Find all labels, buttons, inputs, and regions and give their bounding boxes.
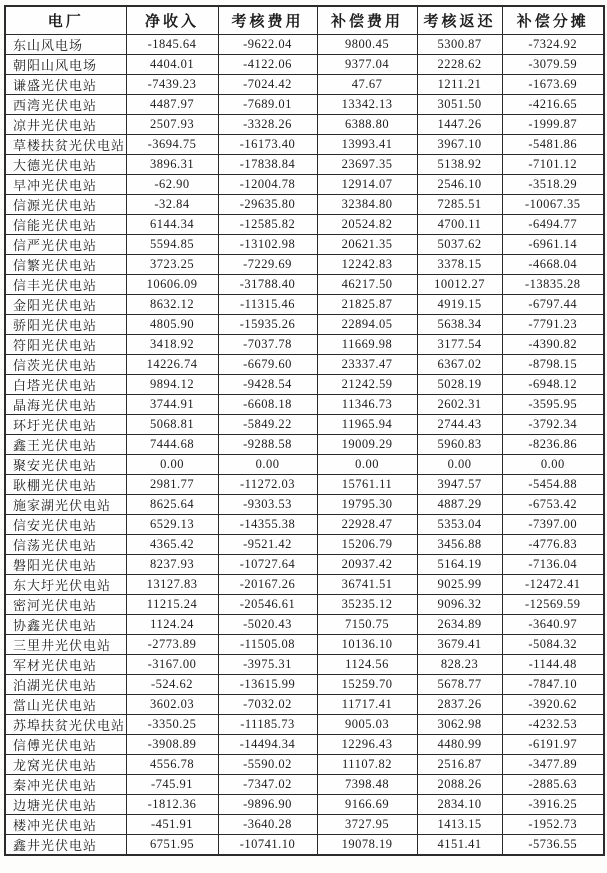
value-cell: -3167.00 xyxy=(126,655,218,675)
value-cell: -3908.89 xyxy=(126,735,218,755)
value-cell: 3177.54 xyxy=(417,335,502,355)
value-cell: -14494.34 xyxy=(218,735,317,755)
value-cell: 7398.48 xyxy=(317,775,417,795)
plant-name-cell: 信能光伏电站 xyxy=(5,215,126,235)
value-cell: -6753.42 xyxy=(502,495,604,515)
table-row xyxy=(5,775,604,795)
plant-name-cell: 草楼扶贫光伏电站 xyxy=(5,135,126,155)
value-cell: 4487.97 xyxy=(126,95,218,115)
value-cell: -4668.04 xyxy=(502,255,604,275)
value-cell: 12242.83 xyxy=(317,255,417,275)
value-cell: 6144.34 xyxy=(126,215,218,235)
value-cell: -10741.10 xyxy=(218,835,317,856)
value-cell: -3350.25 xyxy=(126,715,218,735)
column-header-2: 考核费用 xyxy=(218,6,317,35)
value-cell: -7229.69 xyxy=(218,255,317,275)
power-plant-settlement-table xyxy=(4,5,605,856)
value-cell: 13127.83 xyxy=(126,575,218,595)
value-cell: -20167.26 xyxy=(218,575,317,595)
plant-name-cell: 东山风电场 xyxy=(5,35,126,55)
value-cell: 0.00 xyxy=(317,455,417,475)
value-cell: -745.91 xyxy=(126,775,218,795)
value-cell: -7847.10 xyxy=(502,675,604,695)
value-cell: 3727.95 xyxy=(317,815,417,835)
value-cell: -1952.73 xyxy=(502,815,604,835)
table-row xyxy=(5,95,604,115)
value-cell: 6367.02 xyxy=(417,355,502,375)
value-cell: -451.91 xyxy=(126,815,218,835)
value-cell: 13993.41 xyxy=(317,135,417,155)
value-cell: 3051.50 xyxy=(417,95,502,115)
value-cell: 828.23 xyxy=(417,655,502,675)
plant-name-cell: 信源光伏电站 xyxy=(5,195,126,215)
value-cell: -8236.86 xyxy=(502,435,604,455)
value-cell: 6529.13 xyxy=(126,515,218,535)
table-row xyxy=(5,35,604,55)
value-cell: 2088.26 xyxy=(417,775,502,795)
table-row xyxy=(5,155,604,175)
value-cell: -16173.40 xyxy=(218,135,317,155)
table-row xyxy=(5,635,604,655)
value-cell: 11107.82 xyxy=(317,755,417,775)
value-cell: 3062.98 xyxy=(417,715,502,735)
value-cell: -12569.59 xyxy=(502,595,604,615)
value-cell: 19795.30 xyxy=(317,495,417,515)
value-cell: -5084.32 xyxy=(502,635,604,655)
value-cell: 11346.73 xyxy=(317,395,417,415)
plant-name-cell: 龙窝光伏电站 xyxy=(5,755,126,775)
value-cell: 0.00 xyxy=(502,455,604,475)
value-cell: -7397.00 xyxy=(502,515,604,535)
plant-name-cell: 信傅光伏电站 xyxy=(5,735,126,755)
value-cell: -7101.12 xyxy=(502,155,604,175)
table-row xyxy=(5,515,604,535)
value-cell: 1447.26 xyxy=(417,115,502,135)
table-row xyxy=(5,175,604,195)
value-cell: -5020.43 xyxy=(218,615,317,635)
value-cell: -9521.42 xyxy=(218,535,317,555)
value-cell: 47.67 xyxy=(317,75,417,95)
value-cell: 1211.21 xyxy=(417,75,502,95)
value-cell: -524.62 xyxy=(126,675,218,695)
value-cell: -1845.64 xyxy=(126,35,218,55)
value-cell: 5594.85 xyxy=(126,235,218,255)
value-cell: 0.00 xyxy=(218,455,317,475)
value-cell: 11215.24 xyxy=(126,595,218,615)
value-cell: 4805.90 xyxy=(126,315,218,335)
value-cell: 9166.69 xyxy=(317,795,417,815)
table-row xyxy=(5,615,604,635)
value-cell: 4556.78 xyxy=(126,755,218,775)
value-cell: 3744.91 xyxy=(126,395,218,415)
value-cell: -11315.46 xyxy=(218,295,317,315)
value-cell: 11965.94 xyxy=(317,415,417,435)
value-cell: -6608.18 xyxy=(218,395,317,415)
value-cell: 5164.19 xyxy=(417,555,502,575)
value-cell: -3477.89 xyxy=(502,755,604,775)
value-cell: -6961.14 xyxy=(502,235,604,255)
plant-name-cell: 谦盛光伏电站 xyxy=(5,75,126,95)
plant-name-cell: 军材光伏电站 xyxy=(5,655,126,675)
table-row xyxy=(5,135,604,155)
table-row xyxy=(5,675,604,695)
value-cell: -9428.54 xyxy=(218,375,317,395)
value-cell: -3694.75 xyxy=(126,135,218,155)
value-cell: -12004.78 xyxy=(218,175,317,195)
table-row xyxy=(5,215,604,235)
plant-name-cell: 磐阳光伏电站 xyxy=(5,555,126,575)
table-row xyxy=(5,55,604,75)
value-cell: -29635.80 xyxy=(218,195,317,215)
table-row xyxy=(5,655,604,675)
table-row xyxy=(5,255,604,275)
value-cell: 9096.32 xyxy=(417,595,502,615)
value-cell: -4216.65 xyxy=(502,95,604,115)
value-cell: 2634.89 xyxy=(417,615,502,635)
value-cell: 4887.29 xyxy=(417,495,502,515)
table-row xyxy=(5,415,604,435)
value-cell: 10606.09 xyxy=(126,275,218,295)
value-cell: 3456.88 xyxy=(417,535,502,555)
value-cell: 8625.64 xyxy=(126,495,218,515)
value-cell: 12914.07 xyxy=(317,175,417,195)
table-row xyxy=(5,235,604,255)
plant-name-cell: 信繁光伏电站 xyxy=(5,255,126,275)
value-cell: 1124.56 xyxy=(317,655,417,675)
value-cell: -3328.26 xyxy=(218,115,317,135)
table-body xyxy=(5,35,604,856)
plant-name-cell: 骄阳光伏电站 xyxy=(5,315,126,335)
value-cell: -7324.92 xyxy=(502,35,604,55)
table-row xyxy=(5,715,604,735)
value-cell: -15935.26 xyxy=(218,315,317,335)
value-cell: -10727.64 xyxy=(218,555,317,575)
value-cell: 21242.59 xyxy=(317,375,417,395)
value-cell: -4776.83 xyxy=(502,535,604,555)
value-cell: 9894.12 xyxy=(126,375,218,395)
value-cell: 4151.41 xyxy=(417,835,502,856)
value-cell: 3418.92 xyxy=(126,335,218,355)
value-cell: 15259.70 xyxy=(317,675,417,695)
value-cell: -4390.82 xyxy=(502,335,604,355)
value-cell: -6679.60 xyxy=(218,355,317,375)
value-cell: -4122.06 xyxy=(218,55,317,75)
plant-name-cell: 施家湖光伏电站 xyxy=(5,495,126,515)
column-header-5: 补偿分摊 xyxy=(502,6,604,35)
value-cell: -5454.88 xyxy=(502,475,604,495)
value-cell: -17838.84 xyxy=(218,155,317,175)
value-cell: 9005.03 xyxy=(317,715,417,735)
value-cell: -7037.78 xyxy=(218,335,317,355)
plant-name-cell: 符阳光伏电站 xyxy=(5,335,126,355)
value-cell: -7439.23 xyxy=(126,75,218,95)
value-cell: 19078.19 xyxy=(317,835,417,856)
value-cell: -9303.53 xyxy=(218,495,317,515)
value-cell: 3947.57 xyxy=(417,475,502,495)
value-cell: 0.00 xyxy=(126,455,218,475)
table-row xyxy=(5,555,604,575)
value-cell: 3679.41 xyxy=(417,635,502,655)
value-cell: 5037.62 xyxy=(417,235,502,255)
value-cell: 6751.95 xyxy=(126,835,218,856)
value-cell: -11185.73 xyxy=(218,715,317,735)
plant-name-cell: 金阳光伏电站 xyxy=(5,295,126,315)
plant-name-cell: 早冲光伏电站 xyxy=(5,175,126,195)
value-cell: -7347.02 xyxy=(218,775,317,795)
value-cell: 8632.12 xyxy=(126,295,218,315)
table-row xyxy=(5,575,604,595)
table-row xyxy=(5,295,604,315)
table-row xyxy=(5,475,604,495)
value-cell: -7689.01 xyxy=(218,95,317,115)
value-cell: -9288.58 xyxy=(218,435,317,455)
table-row xyxy=(5,535,604,555)
value-cell: -1144.48 xyxy=(502,655,604,675)
plant-name-cell: 泊湖光伏电站 xyxy=(5,675,126,695)
value-cell: 10012.27 xyxy=(417,275,502,295)
table-row xyxy=(5,455,604,475)
value-cell: 22928.47 xyxy=(317,515,417,535)
plant-name-cell: 當山光伏电站 xyxy=(5,695,126,715)
value-cell: -3079.59 xyxy=(502,55,604,75)
value-cell: 13342.13 xyxy=(317,95,417,115)
value-cell: 11717.41 xyxy=(317,695,417,715)
table-row xyxy=(5,435,604,455)
value-cell: 20621.35 xyxy=(317,235,417,255)
value-cell: 10136.10 xyxy=(317,635,417,655)
value-cell: 15761.11 xyxy=(317,475,417,495)
value-cell: 14226.74 xyxy=(126,355,218,375)
value-cell: 12296.43 xyxy=(317,735,417,755)
value-cell: 46217.50 xyxy=(317,275,417,295)
table-row xyxy=(5,595,604,615)
value-cell: -7024.42 xyxy=(218,75,317,95)
value-cell: -3640.97 xyxy=(502,615,604,635)
value-cell: 7285.51 xyxy=(417,195,502,215)
plant-name-cell: 环圩光伏电站 xyxy=(5,415,126,435)
value-cell: -6948.12 xyxy=(502,375,604,395)
plant-name-cell: 耿棚光伏电站 xyxy=(5,475,126,495)
value-cell: -6797.44 xyxy=(502,295,604,315)
table-row xyxy=(5,275,604,295)
value-cell: -4232.53 xyxy=(502,715,604,735)
value-cell: 2507.93 xyxy=(126,115,218,135)
value-cell: 8237.93 xyxy=(126,555,218,575)
value-cell: 23697.35 xyxy=(317,155,417,175)
value-cell: 3723.25 xyxy=(126,255,218,275)
value-cell: 19009.29 xyxy=(317,435,417,455)
value-cell: -12585.82 xyxy=(218,215,317,235)
value-cell: 4365.42 xyxy=(126,535,218,555)
value-cell: 2837.26 xyxy=(417,695,502,715)
table-row xyxy=(5,735,604,755)
value-cell: 15206.79 xyxy=(317,535,417,555)
value-cell: 0.00 xyxy=(417,455,502,475)
value-cell: 36741.51 xyxy=(317,575,417,595)
value-cell: 2744.43 xyxy=(417,415,502,435)
value-cell: -32.84 xyxy=(126,195,218,215)
value-cell: 7150.75 xyxy=(317,615,417,635)
value-cell: 2228.62 xyxy=(417,55,502,75)
plant-name-cell: 鑫井光伏电站 xyxy=(5,835,126,856)
table-row xyxy=(5,815,604,835)
table-row xyxy=(5,755,604,775)
value-cell: -11505.08 xyxy=(218,635,317,655)
value-cell: 4700.11 xyxy=(417,215,502,235)
plant-name-cell: 东大圩光伏电站 xyxy=(5,575,126,595)
value-cell: 32384.80 xyxy=(317,195,417,215)
plant-name-cell: 信严光伏电站 xyxy=(5,235,126,255)
value-cell: 2981.77 xyxy=(126,475,218,495)
plant-name-cell: 密河光伏电站 xyxy=(5,595,126,615)
table-row xyxy=(5,195,604,215)
value-cell: -5849.22 xyxy=(218,415,317,435)
value-cell: 1124.24 xyxy=(126,615,218,635)
value-cell: 5068.81 xyxy=(126,415,218,435)
table-row xyxy=(5,115,604,135)
plant-name-cell: 凉井光伏电站 xyxy=(5,115,126,135)
value-cell: 11669.98 xyxy=(317,335,417,355)
value-cell: -7791.23 xyxy=(502,315,604,335)
value-cell: 5638.34 xyxy=(417,315,502,335)
plant-name-cell: 大德光伏电站 xyxy=(5,155,126,175)
value-cell: -3792.34 xyxy=(502,415,604,435)
value-cell: -6494.77 xyxy=(502,215,604,235)
value-cell: -12472.41 xyxy=(502,575,604,595)
value-cell: 5960.83 xyxy=(417,435,502,455)
plant-name-cell: 信茨光伏电站 xyxy=(5,355,126,375)
value-cell: -1999.87 xyxy=(502,115,604,135)
value-cell: 22894.05 xyxy=(317,315,417,335)
table-row xyxy=(5,795,604,815)
value-cell: -3920.62 xyxy=(502,695,604,715)
plant-name-cell: 楼冲光伏电站 xyxy=(5,815,126,835)
value-cell: 5353.04 xyxy=(417,515,502,535)
column-header-0: 电厂 xyxy=(5,6,126,35)
plant-name-cell: 苏埠扶贫光伏电站 xyxy=(5,715,126,735)
plant-name-cell: 三里井光伏电站 xyxy=(5,635,126,655)
value-cell: -14355.38 xyxy=(218,515,317,535)
value-cell: 9377.04 xyxy=(317,55,417,75)
plant-name-cell: 边塘光伏电站 xyxy=(5,795,126,815)
column-header-4: 考核返还 xyxy=(417,6,502,35)
value-cell: 20524.82 xyxy=(317,215,417,235)
table-row xyxy=(5,375,604,395)
value-cell: 3602.03 xyxy=(126,695,218,715)
value-cell: 3967.10 xyxy=(417,135,502,155)
value-cell: 2602.31 xyxy=(417,395,502,415)
plant-name-cell: 晶海光伏电站 xyxy=(5,395,126,415)
value-cell: -11272.03 xyxy=(218,475,317,495)
plant-name-cell: 白塔光伏电站 xyxy=(5,375,126,395)
value-cell: 9800.45 xyxy=(317,35,417,55)
plant-name-cell: 信荡光伏电站 xyxy=(5,535,126,555)
value-cell: -5736.55 xyxy=(502,835,604,856)
value-cell: 4480.99 xyxy=(417,735,502,755)
value-cell: -7032.02 xyxy=(218,695,317,715)
plant-name-cell: 西湾光伏电站 xyxy=(5,95,126,115)
plant-name-cell: 聚安光伏电站 xyxy=(5,455,126,475)
table-row xyxy=(5,495,604,515)
table-row xyxy=(5,695,604,715)
value-cell: -13102.98 xyxy=(218,235,317,255)
plant-name-cell: 朝阳山风电场 xyxy=(5,55,126,75)
value-cell: -9896.90 xyxy=(218,795,317,815)
value-cell: 2834.10 xyxy=(417,795,502,815)
value-cell: -9622.04 xyxy=(218,35,317,55)
value-cell: 7444.68 xyxy=(126,435,218,455)
value-cell: -2773.89 xyxy=(126,635,218,655)
value-cell: 4404.01 xyxy=(126,55,218,75)
plant-name-cell: 信丰光伏电站 xyxy=(5,275,126,295)
value-cell: -3640.28 xyxy=(218,815,317,835)
plant-name-cell: 协鑫光伏电站 xyxy=(5,615,126,635)
value-cell: 5138.92 xyxy=(417,155,502,175)
value-cell: 6388.80 xyxy=(317,115,417,135)
value-cell: 21825.87 xyxy=(317,295,417,315)
table-row xyxy=(5,835,604,856)
header-row xyxy=(5,6,604,35)
value-cell: 2546.10 xyxy=(417,175,502,195)
value-cell: -6191.97 xyxy=(502,735,604,755)
value-cell: 23337.47 xyxy=(317,355,417,375)
value-cell: -1812.36 xyxy=(126,795,218,815)
table-row xyxy=(5,355,604,375)
value-cell: -13835.28 xyxy=(502,275,604,295)
plant-name-cell: 信安光伏电站 xyxy=(5,515,126,535)
column-header-1: 净收入 xyxy=(126,6,218,35)
value-cell: -1673.69 xyxy=(502,75,604,95)
value-cell: -3595.95 xyxy=(502,395,604,415)
value-cell: 1413.15 xyxy=(417,815,502,835)
table-row xyxy=(5,75,604,95)
value-cell: 5028.19 xyxy=(417,375,502,395)
value-cell: -2885.63 xyxy=(502,775,604,795)
value-cell: 2516.87 xyxy=(417,755,502,775)
value-cell: -20546.61 xyxy=(218,595,317,615)
value-cell: 5300.87 xyxy=(417,35,502,55)
table-row xyxy=(5,395,604,415)
value-cell: -62.90 xyxy=(126,175,218,195)
value-cell: -8798.15 xyxy=(502,355,604,375)
value-cell: 20937.42 xyxy=(317,555,417,575)
value-cell: -3975.31 xyxy=(218,655,317,675)
value-cell: 35235.12 xyxy=(317,595,417,615)
value-cell: 3378.15 xyxy=(417,255,502,275)
table-row xyxy=(5,335,604,355)
plant-name-cell: 鑫王光伏电站 xyxy=(5,435,126,455)
value-cell: 4919.15 xyxy=(417,295,502,315)
value-cell: 9025.99 xyxy=(417,575,502,595)
value-cell: -13615.99 xyxy=(218,675,317,695)
plant-name-cell: 秦冲光伏电站 xyxy=(5,775,126,795)
value-cell: 5678.77 xyxy=(417,675,502,695)
value-cell: -3518.29 xyxy=(502,175,604,195)
column-header-3: 补偿费用 xyxy=(317,6,417,35)
value-cell: 3896.31 xyxy=(126,155,218,175)
table-row xyxy=(5,315,604,335)
value-cell: -3916.25 xyxy=(502,795,604,815)
value-cell: -5481.86 xyxy=(502,135,604,155)
value-cell: -31788.40 xyxy=(218,275,317,295)
value-cell: -7136.04 xyxy=(502,555,604,575)
value-cell: -5590.02 xyxy=(218,755,317,775)
value-cell: -10067.35 xyxy=(502,195,604,215)
